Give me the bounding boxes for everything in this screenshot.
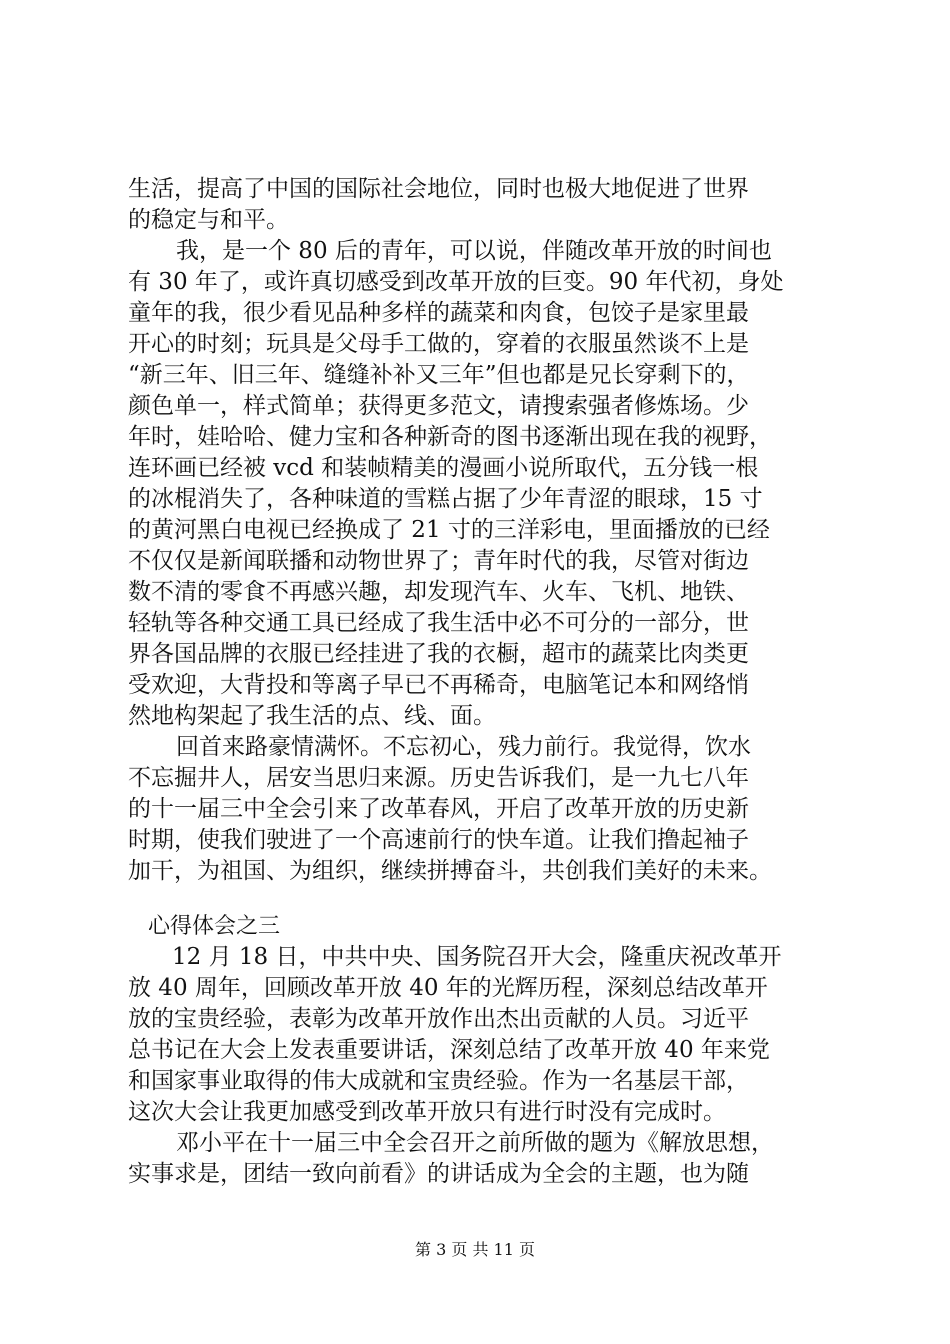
text-line: 然地构架起了我生活的点、线、面。 bbox=[128, 703, 496, 729]
text-line: 轻轨等各种交通工具已经成了我生活中必不可分的一部分，世 bbox=[128, 610, 749, 636]
page-footer bbox=[0, 1240, 950, 1260]
text-line: 界各国品牌的衣服已经挂进了我的衣橱，超市的蔬菜比肉类更 bbox=[128, 641, 749, 667]
text-line: 总书记在大会上发表重要讲话，深刻总结了改革开放 40 年来党 bbox=[128, 1037, 770, 1063]
text-line: 生活，提高了中国的国际社会地位，同时也极大地促进了世界 bbox=[128, 176, 749, 202]
text-line: “新三年、旧三年、缝缝补补又三年”但也都是兄长穿剩下的， bbox=[128, 362, 750, 388]
paragraph-1 bbox=[128, 174, 838, 236]
text-line: 连环画已经被 vcd 和装帧精美的漫画小说所取代，五分钱一根 bbox=[128, 455, 759, 481]
text-line: 我，是一个 80 后的青年，可以说，伴随改革开放的时间也 bbox=[176, 238, 772, 264]
text-line: 童年的我，很少看见品种多样的蔬菜和肉食，包饺子是家里最 bbox=[128, 300, 749, 326]
text-line: 不仅仅是新闻联播和动物世界了；青年时代的我，尽管对街边 bbox=[128, 548, 749, 574]
text-line: 这次大会让我更加感受到改革开放只有进行时没有完成时。 bbox=[128, 1099, 726, 1125]
page-number-label: 第 3 页 共 11 页 bbox=[415, 1240, 535, 1259]
text-line: 的黄河黑白电视已经换成了 21 寸的三洋彩电，里面播放的已经 bbox=[128, 517, 770, 543]
text-line: 和国家事业取得的伟大成就和宝贵经验。作为一名基层干部， bbox=[128, 1068, 749, 1094]
text-line: 时期，使我们驶进了一个高速前行的快车道。让我们撸起袖子 bbox=[128, 827, 749, 853]
paragraph-4 bbox=[128, 942, 838, 1128]
text-line: 12 月 18 日，中共中央、国务院召开大会，隆重庆祝改革开 bbox=[172, 944, 782, 970]
text-line: 受欢迎，大背投和等离子早已不再稀奇，电脑笔记本和网络悄 bbox=[128, 672, 749, 698]
text-line: 数不清的零食不再感兴趣，却发现汽车、火车、飞机、地铁、 bbox=[128, 579, 749, 605]
paragraph-5 bbox=[128, 1128, 838, 1190]
paragraph-2 bbox=[128, 236, 838, 732]
section-heading: 心得体会之三 bbox=[148, 914, 281, 939]
document-body bbox=[128, 174, 838, 1190]
text-line: 年时，娃哈哈、健力宝和各种新奇的图书逐渐出现在我的视野， bbox=[128, 424, 772, 450]
text-line: 邓小平在十一届三中全会召开之前所做的题为《解放思想， bbox=[176, 1130, 774, 1156]
text-line: 的冰棍消失了，各种味道的雪糕占据了少年青涩的眼球，15 寸 bbox=[128, 486, 763, 512]
text-line: 的稳定与和平。 bbox=[128, 207, 289, 233]
text-line: 加干，为祖国、为组织，继续拼搏奋斗，共创我们美好的未来。 bbox=[128, 858, 772, 884]
text-line: 颜色单一，样式简单；获得更多范文，请搜索强者修炼场。少 bbox=[128, 393, 749, 419]
text-line: 的十一届三中全会引来了改革春风，开启了改革开放的历史新 bbox=[128, 796, 749, 822]
text-line: 有 30 年了，或许真切感受到改革开放的巨变。90 年代初，身处 bbox=[128, 269, 784, 295]
text-line: 开心的时刻；玩具是父母手工做的，穿着的衣服虽然谈不上是 bbox=[128, 331, 749, 357]
paragraph-3 bbox=[128, 732, 838, 887]
text-line: 放 40 周年，回顾改革开放 40 年的光辉历程，深刻总结改革开 bbox=[128, 975, 768, 1001]
text-line: 实事求是，团结一致向前看》的讲话成为全会的主题，也为随 bbox=[128, 1161, 749, 1187]
text-line: 放的宝贵经验，表彰为改革开放作出杰出贡献的人员。习近平 bbox=[128, 1006, 749, 1032]
text-line: 回首来路豪情满怀。不忘初心，残力前行。我觉得，饮水 bbox=[176, 734, 751, 760]
text-line: 不忘掘井人，居安当思归来源。历史告诉我们，是一九七八年 bbox=[128, 765, 749, 791]
